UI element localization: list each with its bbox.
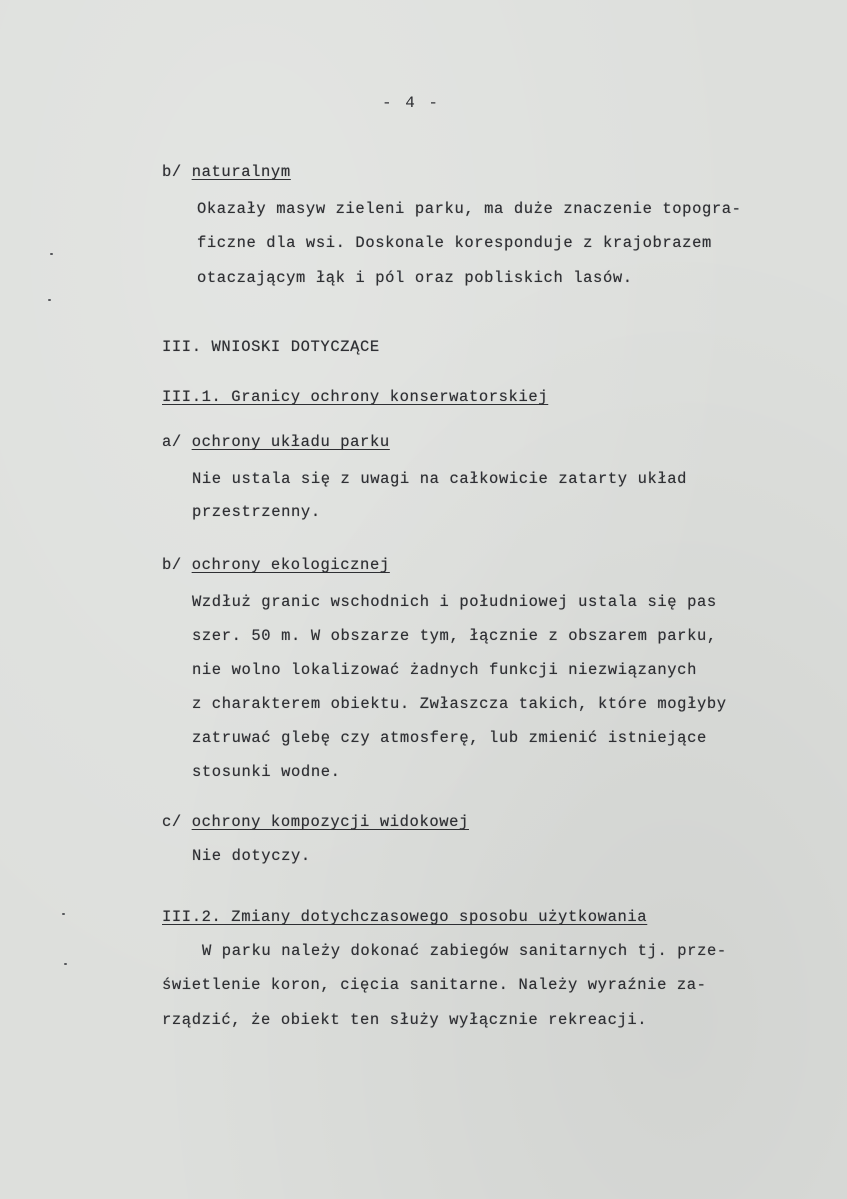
margin-speck — [62, 913, 65, 915]
margin-speck — [48, 299, 51, 301]
paragraph-line: nie wolno lokalizować żadnych funkcji niezwiązanych — [192, 661, 697, 679]
section-heading-iii-2: III.2. Zmiany dotychczasowego sposobu użytkowania — [162, 908, 648, 926]
paragraph-line: zatruwać glebę czy atmosferę, lub zmienić istniejące — [192, 729, 707, 747]
margin-speck — [64, 963, 67, 965]
paragraph-line: świetlenie koron, cięcia sanitarne. Należy wyraźnie za- — [162, 976, 707, 994]
subsection-label-naturalnym: b/ naturalnym — [162, 163, 291, 181]
subsection-label-c: c/ ochrony kompozycji widokowej — [162, 813, 469, 831]
section-heading-iii: III. WNIOSKI DOTYCZĄCE — [162, 338, 380, 356]
paragraph-line: stosunki wodne. — [192, 763, 341, 781]
paragraph-line: przestrzenny. — [192, 503, 321, 521]
paragraph-line: otaczającym łąk i pól oraz pobliskich lasów. — [197, 269, 633, 287]
paragraph-line: Okazały masyw zieleni parku, ma duże znaczenie topogra- — [197, 200, 742, 218]
paragraph-line: szer. 50 m. W obszarze tym, łącznie z obszarem parku, — [192, 627, 717, 645]
section-heading-iii-1: III.1. Granicy ochrony konserwatorskiej — [162, 388, 549, 406]
margin-speck — [50, 253, 53, 255]
paragraph-line: Wzdłuż granic wschodnich i południowej ustala się pas — [192, 593, 717, 611]
page-number: - 4 - — [382, 94, 441, 112]
paragraph-line: Nie dotyczy. — [192, 847, 311, 865]
paragraph-line: W parku należy dokonać zabiegów sanitarnych tj. prze- — [202, 942, 727, 960]
paragraph-line: z charakterem obiektu. Zwłaszcza takich, które mogłyby — [192, 695, 727, 713]
subsection-label-b: b/ ochrony ekologicznej — [162, 556, 390, 574]
paragraph-line: Nie ustala się z uwagi na całkowicie zatarty układ — [192, 470, 688, 488]
paragraph-line: ficzne dla wsi. Doskonale koresponduje z krajobrazem — [197, 234, 712, 252]
subsection-label-a: a/ ochrony układu parku — [162, 433, 390, 451]
paragraph-line: rządzić, że obiekt ten służy wyłącznie rekreacji. — [162, 1011, 648, 1029]
